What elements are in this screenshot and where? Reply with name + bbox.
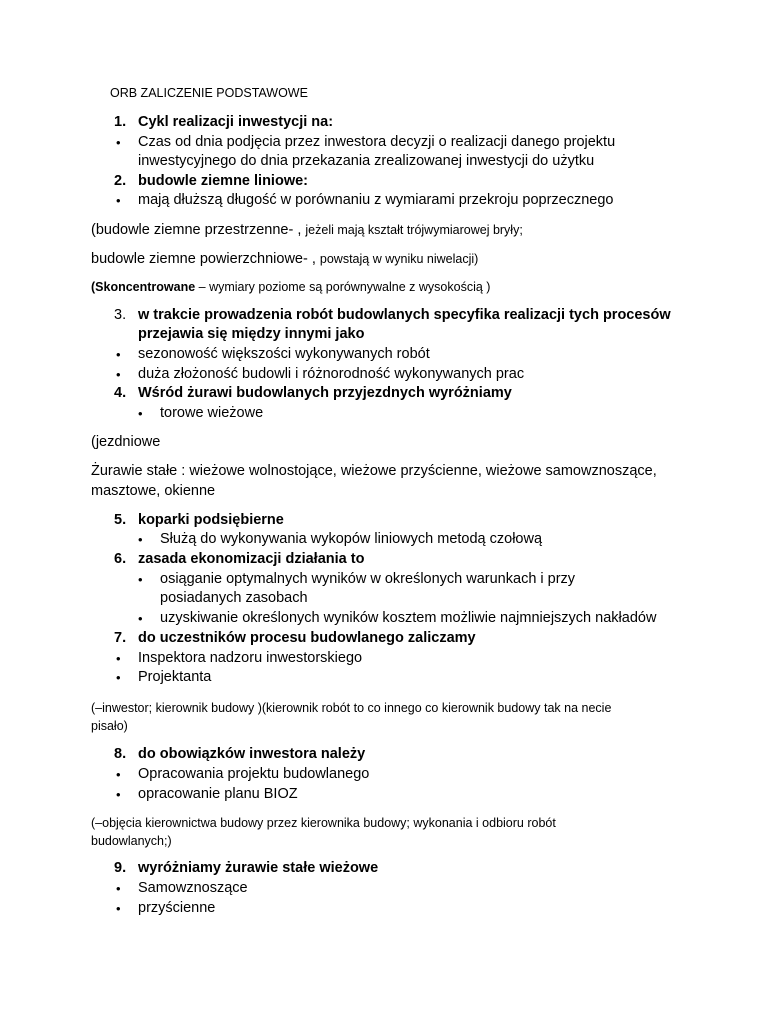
q9-answer-1: Samowznoszące [138, 880, 248, 896]
note-1-line2-a: budowle ziemne powierzchniowe- , [91, 251, 320, 267]
bullet-icon: • [116, 670, 121, 685]
note-4-line2: budowlanych;) [91, 834, 172, 848]
q6-answer-2: uzyskiwanie określonych wyników kosztem możliwie najmniejszych nakładów [160, 610, 657, 626]
bullet-icon: • [116, 787, 121, 802]
document-title: ORB ZALICZENIE PODSTAWOWE [110, 86, 308, 100]
note-2-line2: Żurawie stałe : wieżowe wolnostojące, wieżowe przyścienne, wieżowe samowznoszące, [91, 463, 657, 479]
bullet-icon: • [138, 572, 143, 587]
q1-answer-line1: Czas od dnia podjęcia przez inwestora decyzji o realizacji danego projektu [138, 134, 616, 150]
q8-number: 8. [114, 746, 127, 762]
note-2-line3: masztowe, okienne [91, 483, 216, 499]
q7-answer-1: Inspektora nadzoru inwestorskiego [138, 650, 363, 666]
q1-answer-line2: inwestycyjnego do dnia przekazania zrealizowanej inwestycji do użytku [138, 153, 595, 169]
q1-number: 1. [114, 114, 127, 130]
q2-number: 2. [114, 173, 127, 189]
bullet-icon: • [138, 406, 143, 421]
q9-number: 9. [114, 860, 127, 876]
q2-heading: budowle ziemne liniowe: [138, 173, 308, 189]
q3-number: 3. [114, 307, 127, 323]
bullet-icon: • [116, 193, 121, 208]
bullet-icon: • [116, 651, 121, 666]
bullet-icon: • [116, 767, 121, 782]
note-1-line3 [91, 279, 490, 296]
q9-answer-2: przyścienne [138, 900, 216, 916]
q2-answer: mają dłuższą długość w porównaniu z wymiarami przekroju poprzecznego [138, 192, 614, 208]
q6-answer-1-line2: posiadanych zasobach [160, 590, 308, 606]
q7-heading: do uczestników procesu budowlanego zaliczamy [138, 630, 476, 646]
q1-heading: Cykl realizacji inwestycji na: [138, 114, 334, 130]
note-3-line2: pisało) [91, 719, 128, 733]
bullet-icon: • [138, 611, 143, 626]
q7-number: 7. [114, 630, 127, 646]
q8-heading: do obowiązków inwestora należy [138, 746, 366, 762]
note-2-line1: (jezdniowe [91, 434, 161, 450]
q4-answer: torowe wieżowe [160, 405, 264, 421]
note-1-line2-b: powstają w wyniku niwelacji) [319, 252, 479, 266]
bullet-icon: • [116, 901, 121, 916]
note-1-line3-rest: – wymiary poziome są porównywalne z wysokością ) [195, 280, 491, 294]
q6-answer-1-line1: osiąganie optymalnych wyników w określonych warunkach i przy [160, 571, 576, 587]
note-3-line1: (–inwestor; kierownik budowy )(kierownik robót to co innego co kierownik budowy tak na necie [91, 701, 612, 715]
bullet-icon: • [138, 532, 143, 547]
bullet-icon: • [116, 135, 121, 150]
q5-answer: Służą do wykonywania wykopów liniowych metodą czołową [160, 531, 543, 547]
q3-answer-2: duża złożoność budowli i różnorodność wykonywanych prac [138, 366, 525, 382]
bullet-icon: • [116, 367, 121, 382]
q6-number: 6. [114, 551, 127, 567]
q8-answer-1: Opracowania projektu budowlanego [138, 766, 370, 782]
note-1-line1 [91, 221, 523, 240]
q4-heading: Wśród żurawi budowlanych przyjezdnych wyróżniamy [138, 385, 512, 401]
note-1-line3-bold: (Skoncentrowane [91, 280, 196, 294]
note-1-part-a: (budowle ziemne przestrzenne- , [91, 222, 306, 238]
q3-heading-line2: przejawia się między innymi jako [138, 326, 365, 342]
note-4-line1: (–objęcia kierownictwa budowy przez kierownika budowy; wykonania i odbioru robót [91, 816, 556, 830]
note-1-line2 [91, 250, 478, 269]
bullet-icon: • [116, 347, 121, 362]
q4-number: 4. [114, 385, 127, 401]
q7-answer-2: Projektanta [138, 669, 212, 685]
note-1-part-b: jeżeli mają kształt trójwymiarowej bryły; [305, 223, 523, 237]
q9-heading: wyróżniamy żurawie stałe wieżowe [138, 860, 379, 876]
q6-heading: zasada ekonomizacji działania to [138, 551, 365, 567]
bullet-icon: • [116, 881, 121, 896]
q3-answer-1: sezonowość większości wykonywanych robót [138, 346, 430, 362]
q5-number: 5. [114, 512, 127, 528]
q8-answer-2: opracowanie planu BIOZ [138, 786, 298, 802]
q3-heading-line1: w trakcie prowadzenia robót budowlanych specyfika realizacji tych procesów [138, 307, 671, 323]
q5-heading: koparki podsiębierne [138, 512, 284, 528]
